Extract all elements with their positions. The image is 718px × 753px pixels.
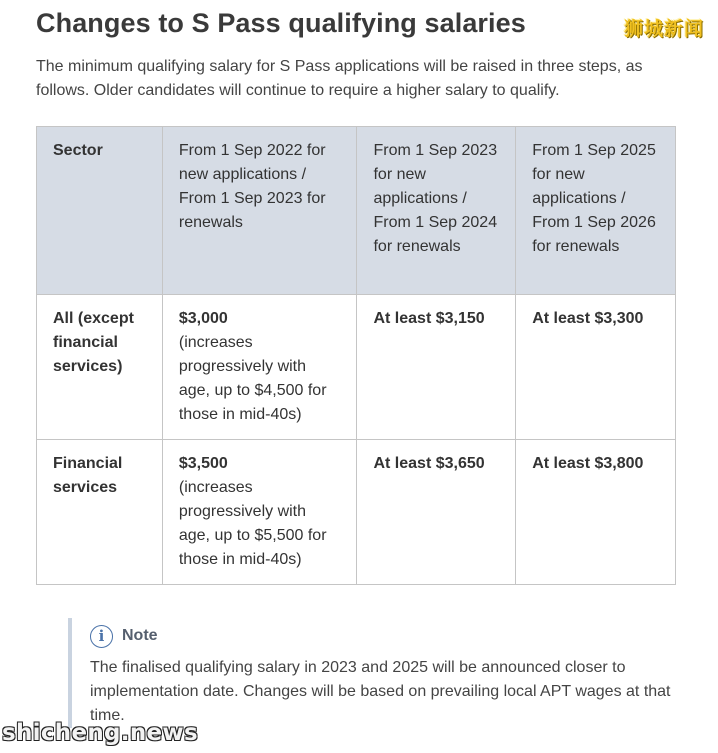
watermark-logo-bottom: shicheng.news: [2, 720, 198, 746]
salary-cell: [357, 295, 516, 440]
intro-paragraph: The minimum qualifying salary for S Pass applications will be raised in three steps, as follows. Older candidates will continue to require a higher salary to qualify.: [36, 58, 643, 99]
salary-amount: At least $3,300: [532, 310, 644, 327]
salary-amount: $3,500: [178, 455, 228, 472]
header-period-2023: From 1 Sep 2023 for new applications / From 1 Sep 2024 for renewals: [357, 127, 516, 295]
salary-amount: $3,000: [178, 310, 228, 327]
salary-cell: [516, 440, 676, 585]
salary-amount: At least $3,150: [373, 310, 485, 327]
salary-note: (increases progressively with age, up to $4,500 for those in mid-40s): [178, 334, 327, 423]
header-sector: Sector: [37, 127, 163, 295]
sector-cell: [37, 440, 163, 585]
salary-cell: [162, 295, 357, 440]
salary-cell: [357, 440, 516, 585]
salary-cell: [516, 295, 676, 440]
salary-cell: [162, 440, 357, 585]
table-row: [37, 295, 676, 440]
note-header: [90, 624, 688, 648]
page-title: Changes to S Pass qualifying salaries: [36, 8, 526, 38]
sector-label: All (except financial services): [53, 310, 134, 375]
salary-amount: At least $3,650: [373, 455, 485, 472]
header-period-2022: From 1 Sep 2022 for new applications / From 1 Sep 2023 for renewals: [162, 127, 357, 295]
watermark-logo-top: 狮城新闻: [623, 18, 704, 40]
table-row: [37, 440, 676, 585]
sector-cell: [37, 295, 163, 440]
salary-table: [36, 126, 676, 585]
sector-label: Financial services: [53, 455, 123, 496]
note-label: Note: [122, 627, 158, 644]
salary-note: (increases progressively with age, up to $5,500 for those in mid-40s): [178, 479, 327, 568]
table-header-row: [37, 127, 676, 295]
info-icon: i: [90, 625, 113, 648]
header-period-2025: From 1 Sep 2025 for new applications / From 1 Sep 2026 for renewals: [516, 127, 676, 295]
note-callout: [68, 618, 688, 728]
note-body: The finalised qualifying salary in 2023 and 2025 will be announced closer to implementation date. Changes will be based on prevailing local APT wages at that time.: [90, 659, 671, 724]
salary-amount: At least $3,800: [532, 455, 644, 472]
